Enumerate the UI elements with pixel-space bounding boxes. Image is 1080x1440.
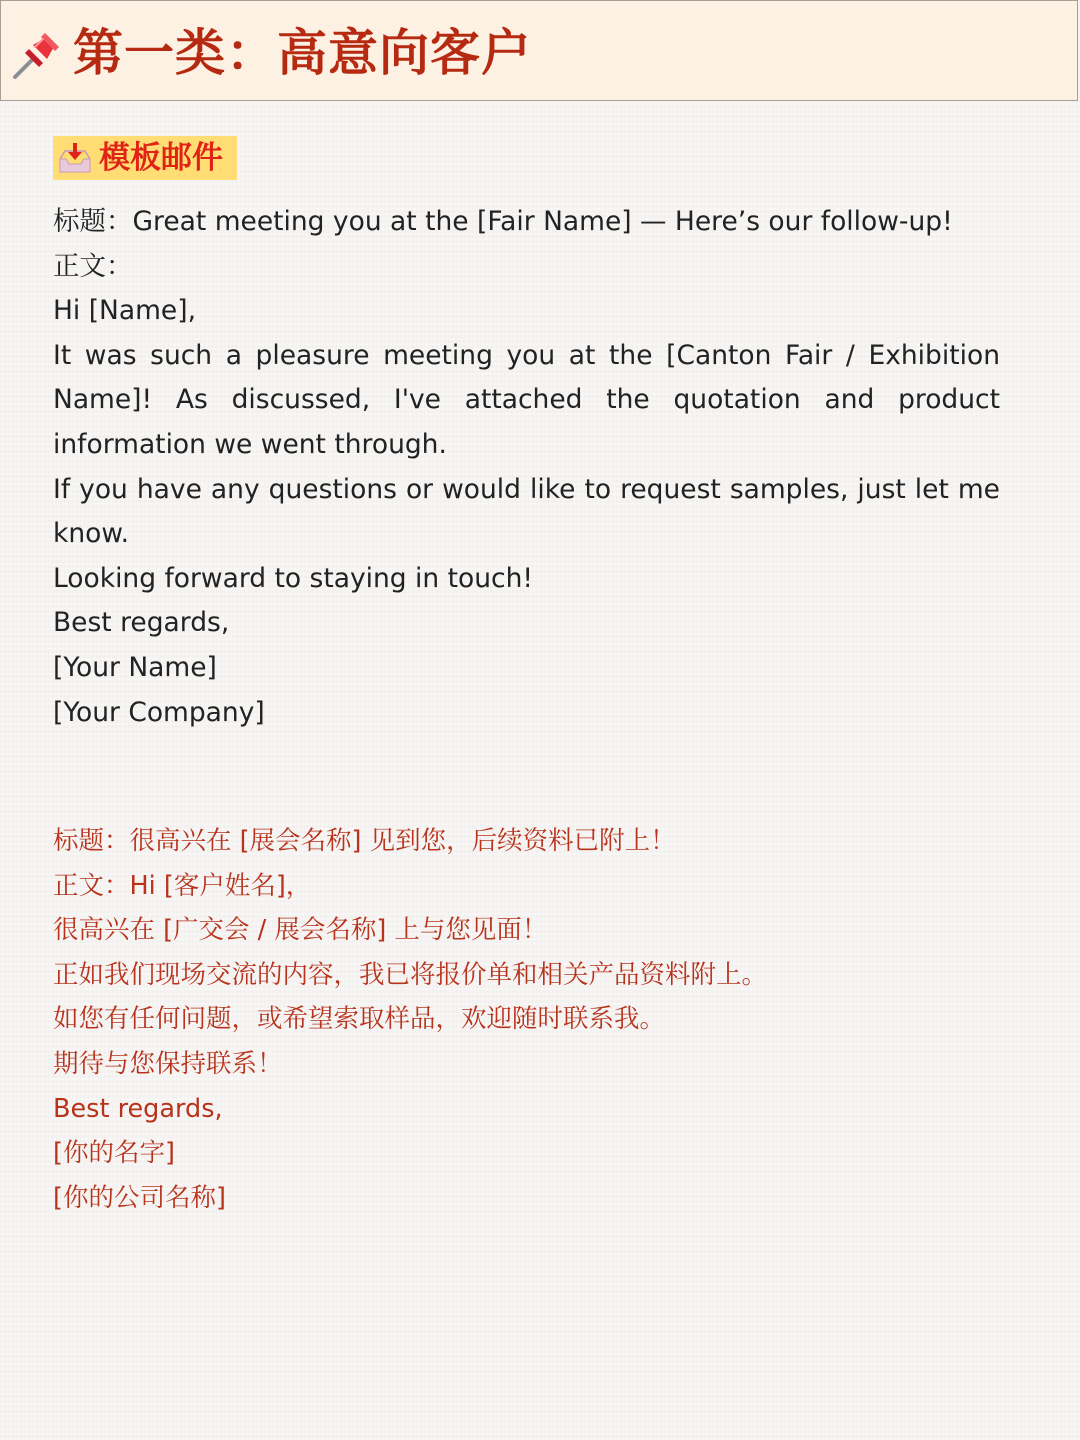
chinese-email-template (53, 819, 1000, 1220)
email-greeting: Hi [Name], (53, 295, 196, 327)
email-sign-off-zh: Best regards, (53, 1093, 223, 1124)
email-subject: 标题：Great meeting you at the [Fair Name] — Here’s our follow-up! (53, 206, 953, 237)
template-email-badge (53, 136, 237, 180)
english-email-template (53, 200, 1000, 735)
pushpin-icon (9, 27, 65, 83)
email-closing-line: Looking forward to staying in touch! (53, 562, 534, 594)
email-line-zh: 期待与您保持联系！ (53, 1048, 283, 1079)
email-greeting-zh: 正文：Hi [客户姓名]， (53, 870, 312, 901)
inbox-tray-icon (57, 141, 93, 175)
email-body-label: 正文： (53, 250, 133, 282)
email-paragraph: If you have any questions or would like to request samples, just let me know. (53, 473, 1000, 550)
email-your-company-zh: [你的公司名称] (53, 1182, 226, 1213)
email-line-zh: 很高兴在 [广交会 / 展会名称] 上与您见面！ (53, 915, 548, 946)
page-title: 第一类：高意向客户 (73, 24, 532, 82)
email-line-zh: 正如我们现场交流的内容，我已将报价单和相关产品资料附上。 (53, 959, 768, 990)
email-paragraph: It was such a pleasure meeting you at the [Canton Fair / Exhibition Name]! As discussed, I've attached the quotation and product information we went through. (53, 339, 1000, 460)
header-banner (0, 0, 1078, 101)
email-sign-off: Best regards, (53, 607, 230, 639)
email-your-name: [Your Name] (53, 651, 217, 683)
email-subject-zh: 标题：很高兴在 [展会名称] 见到您，后续资料已附上！ (53, 826, 676, 856)
email-your-name-zh: [你的名字] (53, 1138, 175, 1169)
badge-label: 模板邮件 (99, 140, 223, 176)
email-your-company: [Your Company] (53, 696, 265, 728)
email-line-zh: 如您有任何问题，或希望索取样品，欢迎随时联系我。 (53, 1004, 666, 1035)
